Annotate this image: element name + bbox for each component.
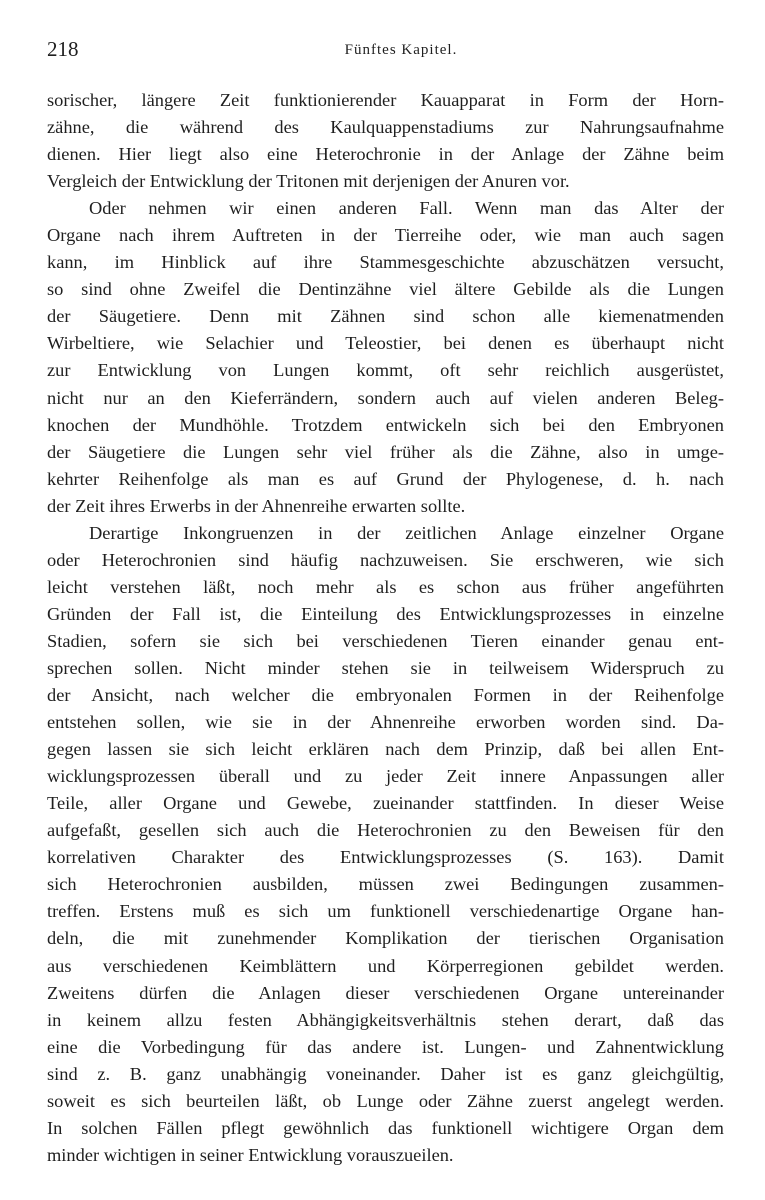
text-line: deln, die mit zunehmender Komplikation der tierischen Organisation	[47, 928, 724, 949]
text-line: oder Heterochronien sind häufig nachzuweisen. Sie erschweren, wie sich	[47, 549, 724, 570]
page-number: 218	[47, 37, 79, 61]
text-line: kann, im Hinblick auf ihre Stammesgeschichte abzuschätzen versucht,	[47, 252, 724, 273]
text-line: eine die Vorbedingung für das andere ist. Lungen- und Zahnentwicklung	[47, 1036, 724, 1057]
text-line: soweit es sich beurteilen läßt, ob Lunge oder Zähne zuerst angelegt werden.	[47, 1090, 724, 1111]
text-line: knochen der Mundhöhle. Trotzdem entwickeln sich bei den Embryonen	[47, 414, 724, 435]
text-line: gegen lassen sie sich leicht erklären nach dem Prinzip, daß bei allen Ent-	[47, 739, 724, 760]
text-line: Stadien, sofern sie sich bei verschiedenen Tieren einander genau ent-	[47, 630, 724, 651]
text-line: der Säugetiere. Denn mit Zähnen sind schon alle kiemenatmenden	[47, 306, 724, 327]
text-line: Wirbeltiere, wie Selachier und Teleostier, bei denen es überhaupt nicht	[47, 333, 724, 354]
text-line: minder wichtigen in seiner Entwicklung vorauszueilen.	[47, 1144, 454, 1165]
text-line: sorischer, längere Zeit funktionierender Kauapparat in Form der Horn-	[47, 90, 724, 110]
body-text	[47, 87, 724, 1169]
page-header	[47, 36, 725, 62]
text-line: aufgefaßt, gesellen sich auch die Heterochronien zu den Beweisen für den	[47, 820, 724, 841]
text-line: Oder nehmen wir einen anderen Fall. Wenn man das Alter der	[89, 198, 724, 219]
text-line: nicht nur an den Kieferrändern, sondern auch auf vielen anderen Beleg-	[47, 387, 724, 408]
text-line: korrelativen Charakter des Entwicklungsprozesses (S. 163). Damit	[47, 847, 724, 868]
text-line: Vergleich der Entwicklung der Tritonen mit derjenigen der Anuren vor.	[47, 171, 570, 192]
text-line: der Säugetiere die Lungen sehr viel früher als die Zähne, also in umge-	[47, 441, 724, 462]
text-line: entstehen sollen, wie sie in der Ahnenreihe erworben worden sind. Da-	[47, 712, 724, 733]
text-line: sich Heterochronien ausbilden, müssen zwei Bedingungen zusammen-	[47, 874, 724, 895]
text-line: wicklungsprozessen überall und zu jeder Zeit innere Anpassungen aller	[47, 766, 724, 787]
text-line: so sind ohne Zweifel die Dentinzähne viel ältere Gebilde als die Lungen	[47, 279, 724, 300]
text-line: sprechen sollen. Nicht minder stehen sie in teilweisem Widerspruch zu	[47, 657, 724, 678]
text-line: Organe nach ihrem Auftreten in der Tierreihe oder, wie man auch sagen	[47, 225, 724, 246]
text-line: dienen. Hier liegt also eine Heterochronie in der Anlage der Zähne beim	[47, 144, 724, 165]
text-line: Zweitens dürfen die Anlagen dieser verschiedenen Organe untereinander	[47, 982, 724, 1003]
text-line: der Ansicht, nach welcher die embryonalen Formen in der Reihenfolge	[47, 685, 724, 706]
running-title: Fünftes Kapitel.	[344, 42, 458, 58]
text-line: leicht verstehen läßt, noch mehr als es schon aus früher angeführten	[47, 576, 724, 597]
text-line: In solchen Fällen pflegt gewöhnlich das funktionell wichtigere Organ dem	[47, 1117, 724, 1138]
text-line: sind z. B. ganz unabhängig voneinander. Daher ist es ganz gleichgültig,	[47, 1063, 724, 1084]
text-line: in keinem allzu festen Abhängigkeitsverhältnis stehen derart, daß das	[47, 1009, 724, 1030]
text-line: zähne, die während des Kaulquappenstadiums zur Nahrungsaufnahme	[47, 117, 724, 138]
text-line: treffen. Erstens muß es sich um funktionell verschiedenartige Organe han-	[47, 901, 724, 922]
text-line: kehrter Reihenfolge als man es auf Grund der Phylogenese, d. h. nach	[47, 468, 724, 489]
text-line: aus verschiedenen Keimblättern und Körperregionen gebildet werden.	[47, 955, 724, 976]
text-line: Gründen der Fall ist, die Einteilung des Entwicklungsprozesses in einzelne	[47, 603, 724, 624]
text-line: der Zeit ihres Erwerbs in der Ahnenreihe erwarten sollte.	[47, 495, 466, 516]
text-line: Teile, aller Organe und Gewebe, zueinander stattfinden. In dieser Weise	[47, 793, 724, 814]
text-line: zur Entwicklung von Lungen kommt, oft sehr reichlich ausgerüstet,	[47, 360, 724, 381]
text-line: Derartige Inkongruenzen in der zeitlichen Anlage einzelner Organe	[89, 522, 724, 543]
